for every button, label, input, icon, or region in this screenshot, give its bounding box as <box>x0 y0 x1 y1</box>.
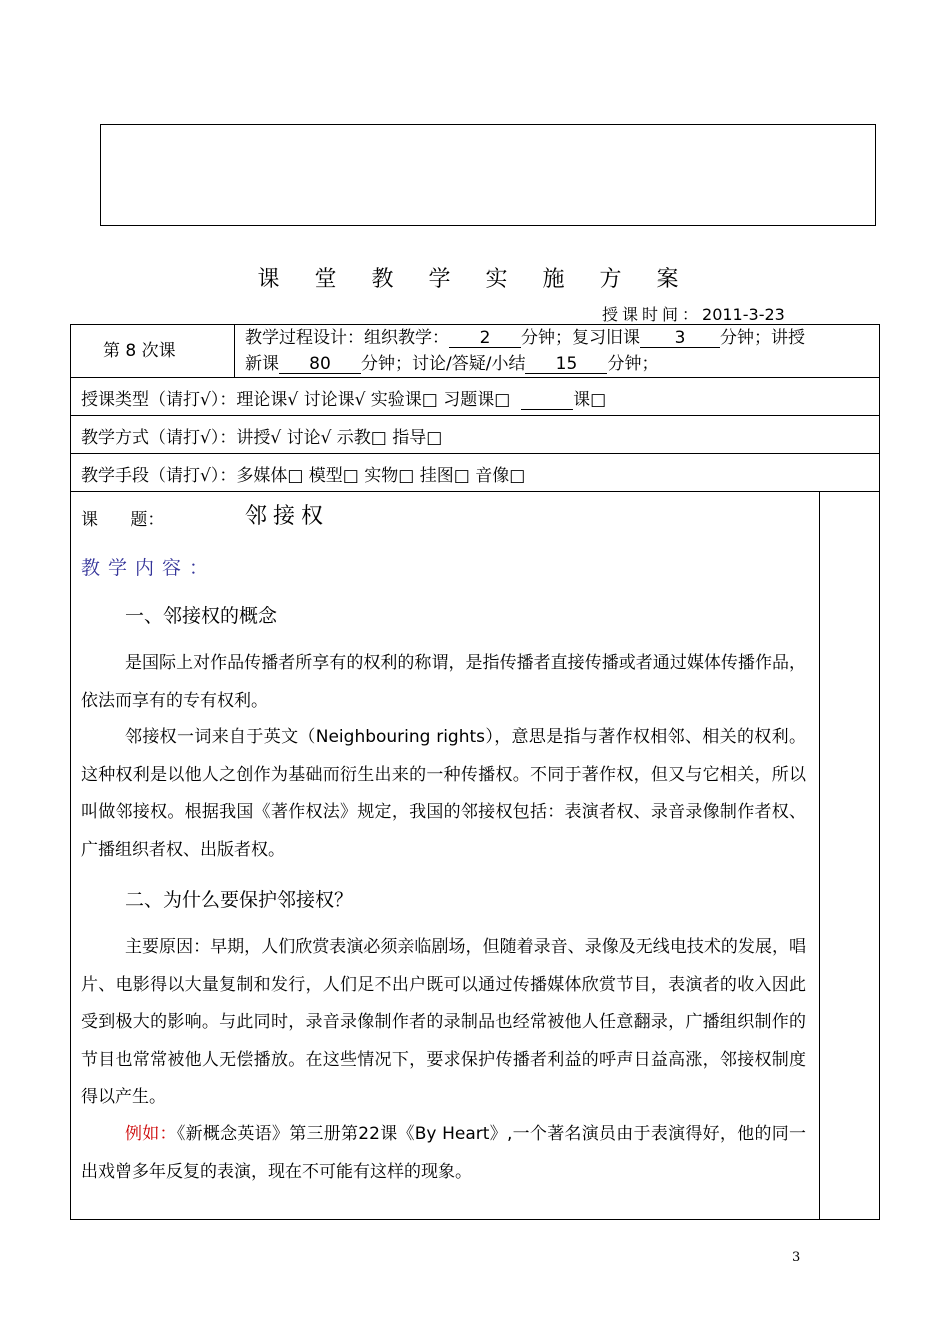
minutes-unit: 分钟；讲授 <box>720 328 805 348</box>
top-empty-box <box>100 124 876 226</box>
minutes-unit: 分钟；复习旧课 <box>521 328 640 348</box>
review-minutes: 3 <box>640 329 720 348</box>
document-title: 课 堂 教 学 实 施 方 案 <box>257 267 693 292</box>
process-design-line-2 <box>245 351 658 377</box>
teaching-date-value: 2011-3-23 <box>702 305 785 324</box>
lesson-plan-table <box>70 324 880 1220</box>
session-number: 第 8 次课 <box>103 341 176 361</box>
process-design-label: 教学过程设计：组织教学： <box>245 328 449 348</box>
minutes-unit: 分钟；讨论/答疑/小结 <box>361 354 526 374</box>
discussion-minutes: 15 <box>525 355 607 374</box>
course-type-row <box>81 385 606 410</box>
row-divider <box>71 453 879 454</box>
new-lesson-label: 新课 <box>245 354 279 374</box>
topic-value: 邻接权 <box>245 504 330 529</box>
course-type-blank <box>521 391 573 410</box>
teaching-date-label: 授课时间： <box>602 305 703 324</box>
page-number: 3 <box>792 1250 801 1265</box>
section-2-paragraph-1: 主要原因：早期，人们欣赏表演必须亲临剧场，但随着录音、录像及无线电技术的发展，唱片、电影得以大量复制和发行，人们足不出户既可以通过传播媒体欣赏节目，表演者的收入因此受到极大的影响。与此同时，录音录像制作者的录制品也经常被他人任意翻录，广播组织制作的节目也常常被他人无偿播放。在这些情况下，要求保护传播者利益的呼声日益高涨，邻接权制度得以产生。 <box>81 937 806 1107</box>
course-type-options: 授课类型（请打√）：理论课√ 讨论课√ 实验课□ 习题课□ <box>81 390 511 410</box>
row-divider <box>71 377 879 378</box>
topic-label: 课 题： <box>81 510 165 530</box>
course-type-blank-suffix: 课□ <box>573 390 607 410</box>
section-1-paragraph-2: 邻接权一词来自于英文（Neighbouring rights），意思是指与著作权相邻、相关的权利。这种权利是以他人之创作为基础而衍生出来的一种传播权。不同于著作权，但又与它相关，所以叫做邻接权。根据我国《著作权法》规定，我国的邻接权包括：表演者权、录音录像制作者权、广播组织者权、出版者权。 <box>81 727 806 860</box>
row-divider <box>71 491 879 492</box>
teaching-method-row: 教学方式（请打√）：讲授√ 讨论√ 示教□ 指导□ <box>81 428 443 448</box>
lecture-minutes: 80 <box>279 355 361 374</box>
teaching-means-row: 教学手段（请打√）：多媒体□ 模型□ 实物□ 挂图□ 音像□ <box>81 466 526 486</box>
example-text: 《新概念英语》第三册第22课《By Heart》,一个著名演员由于表演得好，他的同一出戏曾多年反复的表演，现在不可能有这样的现象。 <box>81 1124 806 1182</box>
minutes-unit: 分钟； <box>607 354 659 374</box>
column-divider <box>819 491 820 1219</box>
process-design-line-1 <box>245 325 805 351</box>
content-heading: 教学内容： <box>81 557 217 579</box>
example-paragraph <box>81 1116 806 1191</box>
section-1-title: 一、邻接权的概念 <box>125 605 278 627</box>
teaching-date <box>602 302 785 325</box>
example-label: 例如： <box>125 1124 177 1144</box>
column-divider <box>234 325 235 377</box>
organize-minutes: 2 <box>449 329 521 348</box>
section-1-paragraph-1: 是国际上对作品传播者所享有的权利的称谓，是指传播者直接传播或者通过媒体传播作品，依法而享有的专有权利。 <box>81 653 806 711</box>
row-divider <box>71 415 879 416</box>
section-2-title: 二、为什么要保护邻接权？ <box>125 889 354 911</box>
